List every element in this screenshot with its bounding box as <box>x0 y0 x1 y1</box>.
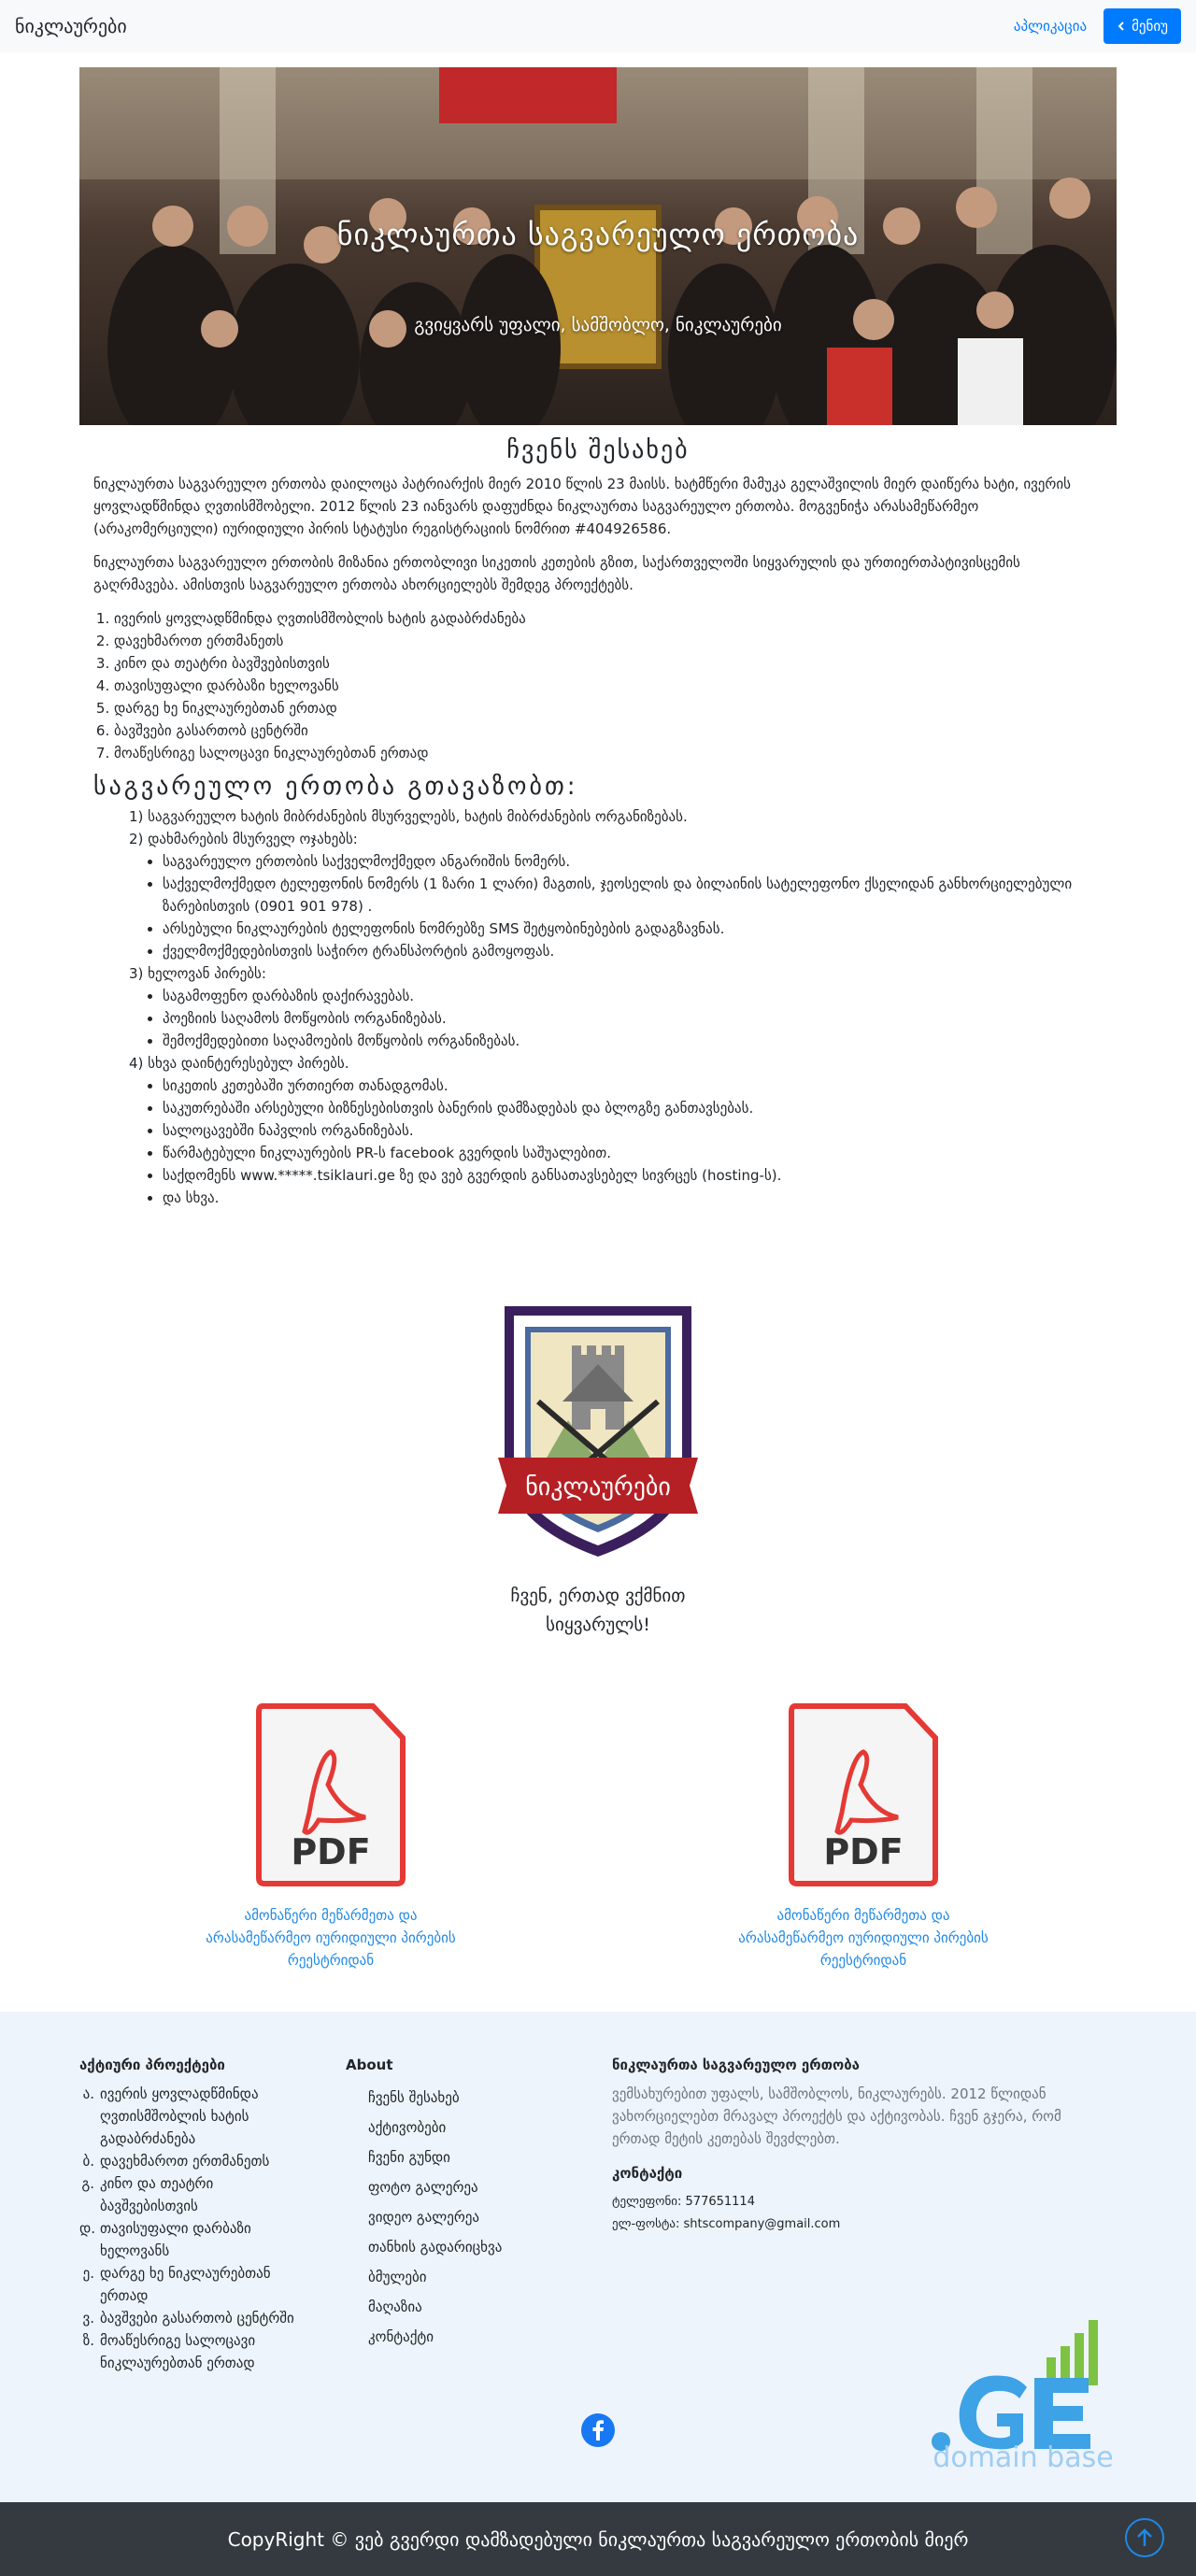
footer-link[interactable]: ჩვენი გუნდი <box>368 2149 450 2166</box>
scroll-to-top-button[interactable] <box>1125 2518 1164 2557</box>
goals-list <box>114 607 1103 764</box>
emblem-logo <box>493 1299 703 1560</box>
about-paragraph-1: ნიკლაურთა საგვარეულო ერთობა დაილოცა პატრიარქის მიერ 2010 წლის 23 მაისს. ხატმწერი მამუკა გელაშვილის მიერ დაიწერა ხატი, ივერის ყოვლადწმინდა ღვთისმშობელი. 2012 წლის 23 იანვარს დაფუძნდა ნიკლაურთა საგვარეულო ერთობა. მოგვენიჭა არასამეწარმეო (არაკომერციული) იურიდიული პირის სტატუსი რეგისტრაციის ნომრით #404926586. <box>93 476 1071 537</box>
footer-project-text: მოაწესრიგე სალოცავი ნიკლაურებთან ერთად <box>100 2332 256 2371</box>
hero-subtitle: გვიყვარს უფალი, სამშობლო, ნიკლაურები <box>414 315 782 335</box>
hero-banner <box>79 67 1117 425</box>
list-marker: ა. <box>82 2085 94 2102</box>
slogan <box>411 1582 785 1640</box>
footer-org-description: ვემსახურებით უფალს, სამშობლოს, ნიკლაურებს. 2012 წლიდან ვახორციელებთ მრავალ პროექტს და აქტივობას. ჩვენ გჯერა, რომ ერთად მეტის კეთებას შევძლებთ. <box>612 2085 1061 2147</box>
footer-about-links <box>368 2083 579 2352</box>
pdf-link[interactable]: ამონაწერი მეწარმეთა და არასამეწარმეო იურიდიული პირების რეესტრიდან <box>206 1907 456 1969</box>
footer-project-text: ბავშვები გასართობ ცენტრში <box>100 2310 294 2327</box>
footer-org-heading: ნიკლაურთა საგვარეულო ერთობა <box>612 2057 860 2073</box>
goal-item: 5. დარგე ხე ნიკლაურებთან ერთად <box>114 697 1103 719</box>
plan-item: • სიკეთის კეთებაში ურთიერთ თანადგომას. <box>163 1075 1103 1097</box>
footer-link[interactable]: თანხის გადარიცხვა <box>368 2239 503 2256</box>
plans-heading: საგვარეულო ერთობა გთავაზობთ: <box>93 773 578 801</box>
app-link[interactable]: აპლიკაცია <box>1013 18 1088 35</box>
plan-group <box>129 1052 1103 1209</box>
plan-group <box>129 828 1103 962</box>
about-heading: ჩვენს შესახებ <box>506 436 690 464</box>
footer-email: ელ-ფოსტა: shtscompany@gmail.com <box>612 2217 841 2231</box>
emblem-banner-text: ნიკლაურები <box>525 1473 671 1501</box>
footer-projects-list <box>79 2083 313 2374</box>
goal-item: 7. მოაწესრიგე სალოცავი ნიკლაურებთან ერთად <box>114 742 1103 764</box>
menu-button[interactable] <box>1103 8 1181 44</box>
footer-link[interactable]: კონტაქტი <box>368 2328 434 2345</box>
arrow-up-icon <box>1127 2520 1162 2555</box>
plan-item: • წარმატებული ნიკლაურების PR-ს facebook გვერდის საშუალებით. <box>163 1142 1103 1164</box>
goal-item: 4. თავისუფალი დარბაზი ხელოვანს <box>114 675 1103 697</box>
nav-right <box>1014 8 1181 44</box>
pdf-link[interactable]: ამონაწერი მეწარმეთა და არასამეწარმეო იურიდიული პირების რეესტრიდან <box>738 1907 989 1969</box>
plan-item: • ქველმოქმედებისთვის საჭირო ტრანსპორტის გამოყოფას. <box>163 940 1103 962</box>
plan-item: • საგვარეულო ერთობის საქველმოქმედო ანგარიშის ნომერს. <box>163 850 1103 873</box>
plan-item: • სალოცავებში ნაპვლის ორგანიზებას. <box>163 1119 1103 1142</box>
goal-item: 3. კინო და თეატრი ბავშვებისთვის <box>114 652 1103 675</box>
footer-link[interactable]: მაღაზია <box>368 2298 422 2315</box>
plan-item: • საქდომენს www.*****.tsiklauri.ge ზე და ვებ გვერდის განსათავსებელ სივრცეს (hosting-ს). <box>163 1164 1103 1187</box>
plan-item: • საქველმოქმედო ტელეფონის ნომერს (1 ზარი 1 ლარი) მაგთის, ჯეოსელის და ბილაინის სატელეფონო ქსელიდან განხორციელებული ზარებისთვის (0901 901 978) . <box>163 873 1103 918</box>
plan-group <box>129 962 1103 1052</box>
footer-link[interactable]: აქტივობები <box>368 2119 447 2136</box>
footer-project-text: ივერის ყოვლადწმინდა ღვთისმშობლის ხატის გადაბრძანება <box>100 2085 259 2147</box>
navbar <box>0 0 1196 52</box>
footer-projects-heading: აქტიური პროექტები <box>79 2057 225 2073</box>
plan-item: • და სხვა. <box>163 1187 1103 1209</box>
footer-contacts-heading: კონტაქტი <box>612 2165 683 2182</box>
plan-title: 3) ხელოვან პირებს: <box>129 965 266 982</box>
brand-link[interactable]: ნიკლაურები <box>15 15 127 37</box>
pdf-card-2[interactable] <box>723 1701 1004 1971</box>
pdf-file-icon <box>786 1701 941 1887</box>
footer-about <box>346 2057 579 2352</box>
list-marker: ე. <box>82 2265 94 2282</box>
plan-title: 4) სხვა დაინტერესებულ პირებს. <box>129 1055 349 1072</box>
footer-project-item[interactable] <box>79 2307 313 2329</box>
domain-base-text: domain base <box>933 2441 1114 2474</box>
goal-item: 2. დავეხმაროთ ერთმანეთს <box>114 630 1103 652</box>
plans-list <box>129 805 1103 1209</box>
slogan-line-1: ჩვენ, ერთად ვქმნით <box>510 1586 686 1606</box>
footer-project-item[interactable] <box>79 2083 313 2150</box>
footer-link[interactable]: ბმულები <box>368 2269 427 2285</box>
plan-group <box>129 805 1103 828</box>
plan-item: • საკუთრებაში არსებული ბიზნესებისთვის ბანერის დამზადებას და ბლოგზე განთავსებას. <box>163 1097 1103 1119</box>
menu-button-label: მენიუ <box>1132 18 1168 35</box>
goal-item: 1. ივერის ყოვლადწმინდა ღვთისმშობლის ხატის გადაბრძანება <box>114 607 1103 630</box>
footer-project-item[interactable] <box>79 2172 313 2217</box>
facebook-icon[interactable] <box>581 2413 615 2447</box>
footer-project-text: დარგე ხე ნიკლაურებთან ერთად <box>100 2265 271 2304</box>
pdf-icon-text: PDF <box>823 1831 904 1872</box>
pdf-icon-text: PDF <box>291 1831 371 1872</box>
footer-project-text: დავეხმაროთ ერთმანეთს <box>100 2153 270 2170</box>
plan-item: • საგამოფენო დარბაზის დაქირავებას. <box>163 985 1103 1007</box>
plan-title: 2) დახმარების მსურველ ოჯახებს: <box>129 831 358 847</box>
chevron-left-icon <box>1117 21 1126 31</box>
footer-project-item[interactable] <box>79 2217 313 2262</box>
plan-item: • პოეზიის საღამოს მოწყობის ორგანიზებას. <box>163 1007 1103 1030</box>
footer-projects <box>79 2057 313 2374</box>
footer-link[interactable]: ვიდეო გალერეა <box>368 2209 479 2226</box>
footer-project-item[interactable] <box>79 2329 313 2374</box>
plan-item: • შემოქმედებითი საღამოების მოწყობის ორგანიზებას. <box>163 1030 1103 1052</box>
list-marker: ზ. <box>82 2332 94 2349</box>
pdf-file-icon <box>253 1701 408 1887</box>
slogan-line-2: სიყვარულს! <box>546 1615 650 1635</box>
list-marker: ვ. <box>82 2310 94 2327</box>
plan-item: • არსებული ნიკლაურების ტელეფონის ნომრებზე SMS შეტყობინებების გადაგზავნას. <box>163 918 1103 940</box>
footer-about-heading: About <box>346 2057 393 2073</box>
footer-project-item[interactable] <box>79 2262 313 2307</box>
goal-item: 6. ბავშვები გასართობ ცენტრში <box>114 719 1103 742</box>
list-marker: ბ. <box>82 2153 94 2170</box>
footer-project-item[interactable] <box>79 2150 313 2172</box>
footer-org <box>612 2057 1107 2236</box>
footer-link[interactable]: ჩვენს შესახებ <box>368 2089 460 2106</box>
pdf-card-1[interactable] <box>191 1701 471 1971</box>
plan-title: 1) საგვარეულო ხატის მიბრძანების მსურველებს, ხატის მიბრძანების ორგანიზებას. <box>129 808 688 825</box>
copyright-bar <box>0 2502 1196 2576</box>
list-marker: დ. <box>79 2220 96 2237</box>
footer-link[interactable]: ფოტო გალერეა <box>368 2179 478 2196</box>
hero-title: ნიკლაურთა საგვარეულო ერთობა <box>336 217 860 252</box>
footer-project-text: თავისუფალი დარბაზი ხელოვანს <box>100 2220 251 2259</box>
about-section <box>93 436 1103 1209</box>
footer-phone: ტელეფონი: 577651114 <box>612 2195 755 2209</box>
footer-project-text: კინო და თეატრი ბავშვებისთვის <box>100 2175 214 2214</box>
footer <box>0 2012 1196 2502</box>
list-marker: გ. <box>81 2175 94 2192</box>
copyright-text: CopyRight © ვებ გვერდი დამზადებული ნიკლაურთა საგვარეულო ერთობის მიერ <box>227 2527 969 2551</box>
about-paragraph-2: ნიკლაურთა საგვარეულო ერთობის მიზანია ერთობლივი სიკეთის კეთების გზით, საქართველოში სიყვარულის და ურთიერთპატივისცემის გაღრმავება. ამისთვის საგვარეულო ერთობა ახორციელებს შემდეგ პროექტებს. <box>93 554 1020 593</box>
